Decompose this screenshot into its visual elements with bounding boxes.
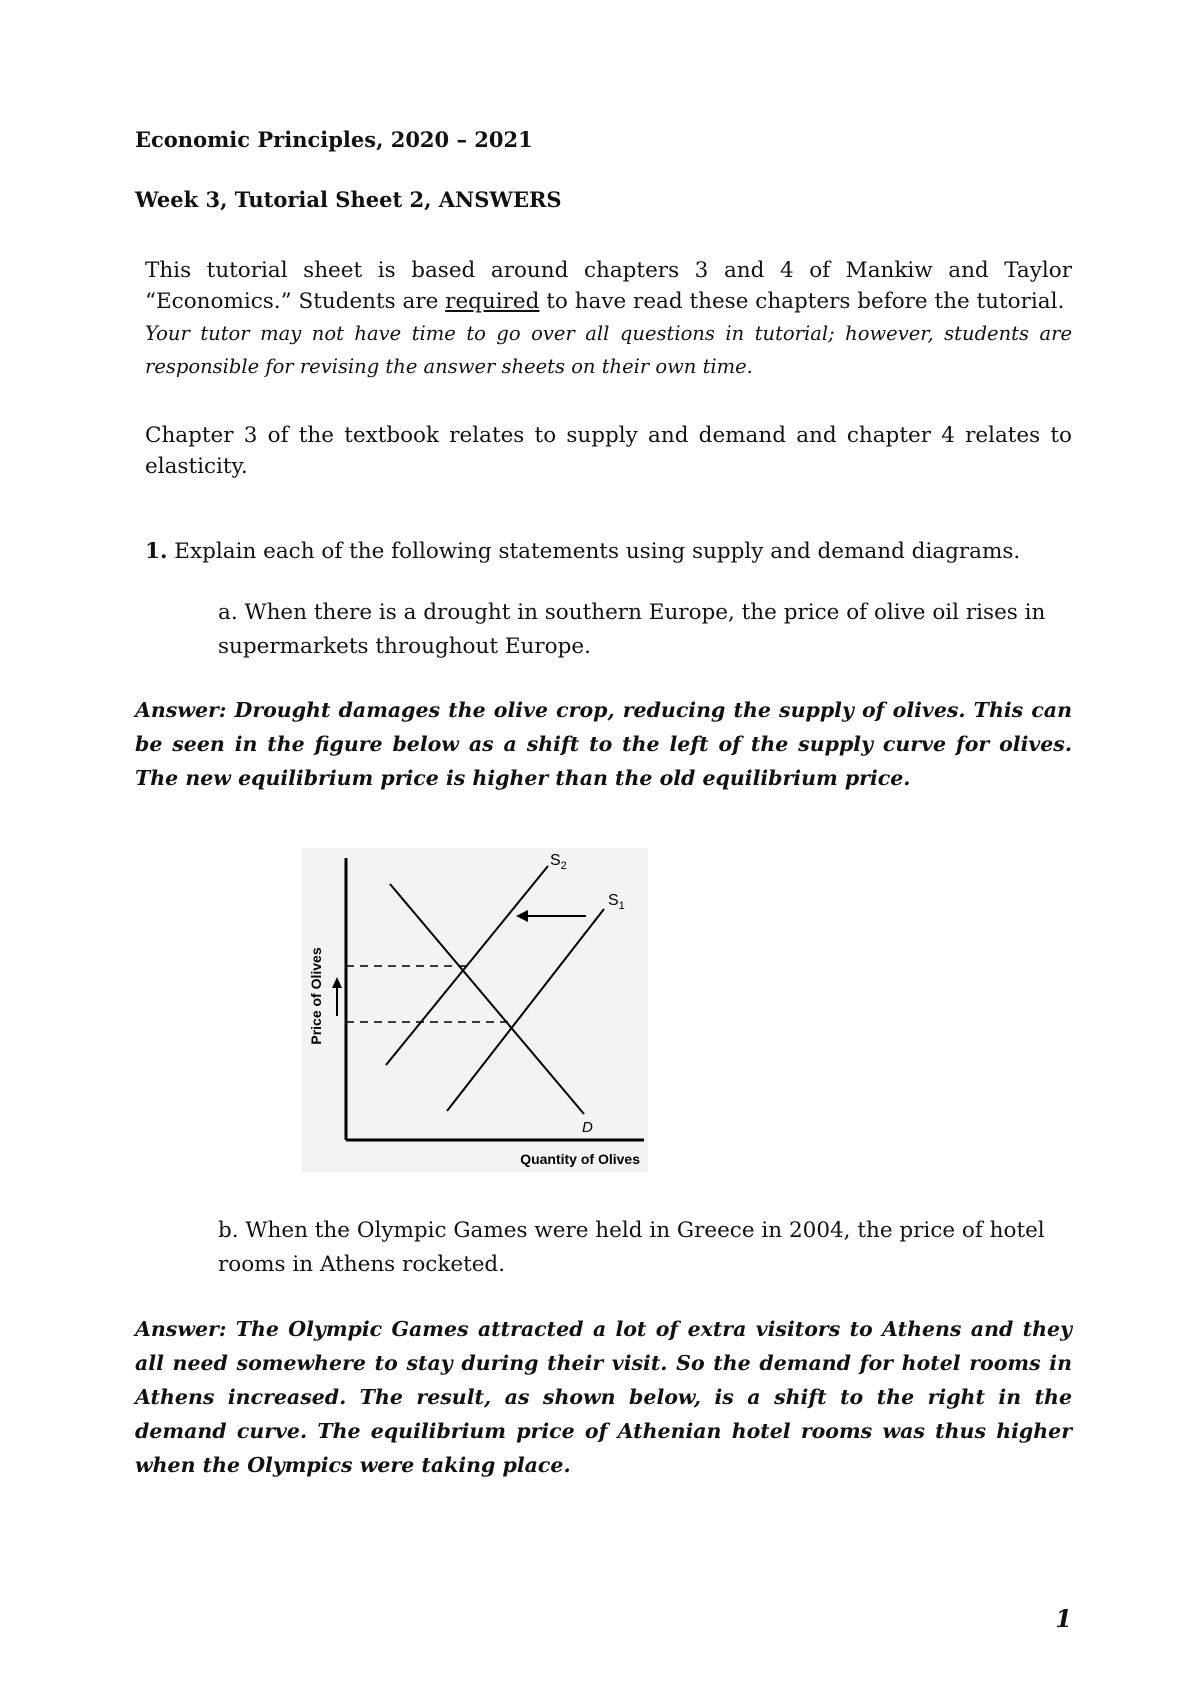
answer-b: Answer: The Olympic Games attracted a lot of extra visitors to Athens and they all need somewhere to stay during their visit. So the demand for hotel rooms in Athens increased. The result, as shown below, is a shift to the right in the demand curve. The equilibrium price of Athenian hotel rooms was thus higher when the Olympics were taking place. (135, 1317, 1072, 1477)
figure-background (302, 848, 648, 1172)
x-axis-label: Quantity of Olives (520, 1151, 640, 1167)
answer-a: Answer: Drought damages the olive crop, reducing the supply of olives. This can be seen in the figure below as a shift to the left of the supply curve for olives. The new equilibrium price is higher than the old equilibrium price. (135, 698, 1072, 790)
s2-letter: S (550, 852, 561, 869)
page-number: 1 (1055, 1604, 1072, 1633)
statement-a: a. When there is a drought in southern Europe, the price of olive oil rises in supermarkets throughout Europe. (218, 600, 1046, 659)
s1-subscript: 1 (618, 900, 625, 912)
s1-letter: S (608, 892, 619, 909)
intro-text-b: to have read these chapters before the tutorial. (539, 289, 1065, 314)
course-title: Economic Principles, 2020 – 2021 (135, 127, 533, 152)
question-text: Explain each of the following statements using supply and demand diagrams. (174, 539, 1021, 564)
intro-paragraph (145, 255, 1072, 383)
y-axis-label: Price of Olives (308, 947, 324, 1045)
question-number: 1. (145, 539, 168, 564)
required-word: required (445, 289, 540, 314)
chapters-paragraph: Chapter 3 of the textbook relates to supply and demand and chapter 4 relates to elasticity. (145, 423, 1072, 479)
s2-subscript: 2 (560, 860, 567, 872)
olive-supply-demand-figure (302, 848, 648, 1172)
question-1 (145, 539, 1020, 564)
d-label: D (582, 1119, 593, 1136)
intro-text-a: This tutorial sheet is based around chapters 3 and 4 of Mankiw and Taylor “Economics.” Students are (145, 258, 1072, 314)
statement-b: b. When the Olympic Games were held in Greece in 2004, the price of hotel rooms in Athens rocketed. (218, 1218, 1045, 1277)
sheet-title: Week 3, Tutorial Sheet 2, ANSWERS (135, 187, 562, 212)
tutor-note: Your tutor may not have time to go over all questions in tutorial; however, students are responsible for revising the answer sheets on their own time. (145, 322, 1072, 378)
